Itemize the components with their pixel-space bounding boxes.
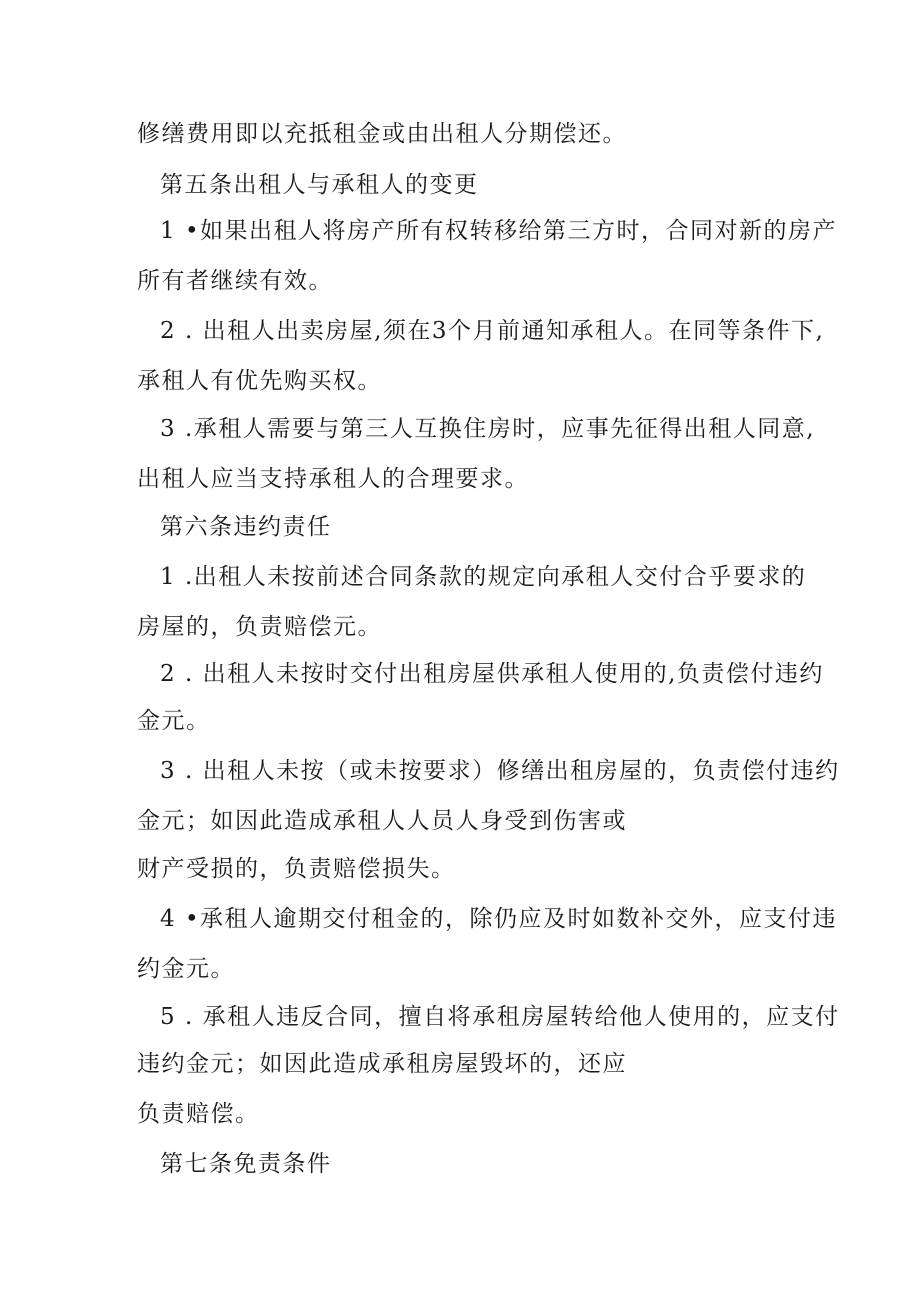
paragraph-line: 3 .承租人需要与第三人互换住房时，应事先征得出租人同意,	[160, 416, 816, 442]
paragraph-line: 3 . 出租人未按（或未按要求）修缮出租房屋的，负责偿付违约	[160, 758, 840, 784]
section-heading-article-6: 第六条违约责任	[160, 514, 332, 540]
paragraph-line: 所有者继续有效。	[137, 268, 333, 294]
paragraph-line: 4 •承租人逾期交付租金的，除仍应及时如数补交外，应支付违	[160, 906, 838, 932]
paragraph-line: 1 .出租人未按前述合同条款的规定向承租人交付合乎要求的	[160, 564, 807, 590]
paragraph-line: 5 . 承租人违反合同，擅自将承租房屋转给他人使用的，应支付	[160, 1004, 840, 1030]
paragraph-line: 2 . 出租人未按时交付出租房屋供承租人使用的,负责偿付违约	[160, 661, 824, 687]
section-heading-article-7: 第七条免责条件	[160, 1151, 332, 1177]
paragraph-line: 金元。	[137, 708, 211, 734]
paragraph-line: 财产受损的，负责赔偿损失。	[137, 856, 456, 882]
paragraph-line: 约金元。	[137, 956, 235, 982]
paragraph-line: 违约金元；如因此造成承租房屋毁坏的，还应	[137, 1051, 627, 1077]
paragraph-line: 承租人有优先购买权。	[137, 368, 382, 394]
paragraph-line: 房屋的，负责赔偿元。	[137, 614, 382, 640]
paragraph-line: 负责赔偿。	[137, 1101, 260, 1127]
paragraph-line: 修缮费用即以充抵租金或由出租人分期偿还。	[137, 121, 627, 147]
paragraph-line: 出租人应当支持承租人的合理要求。	[137, 466, 529, 492]
section-heading-article-5: 第五条出租人与承租人的变更	[160, 172, 479, 198]
paragraph-line: 1 •如果出租人将房产所有权转移给第三方时，合同对新的房产	[160, 218, 838, 244]
paragraph-line: 金元；如因此造成承租人人员人身受到伤害或	[137, 808, 627, 834]
paragraph-line: 2 . 出租人出卖房屋,须在3个月前通知承租人。在同等条件下,	[160, 318, 825, 344]
